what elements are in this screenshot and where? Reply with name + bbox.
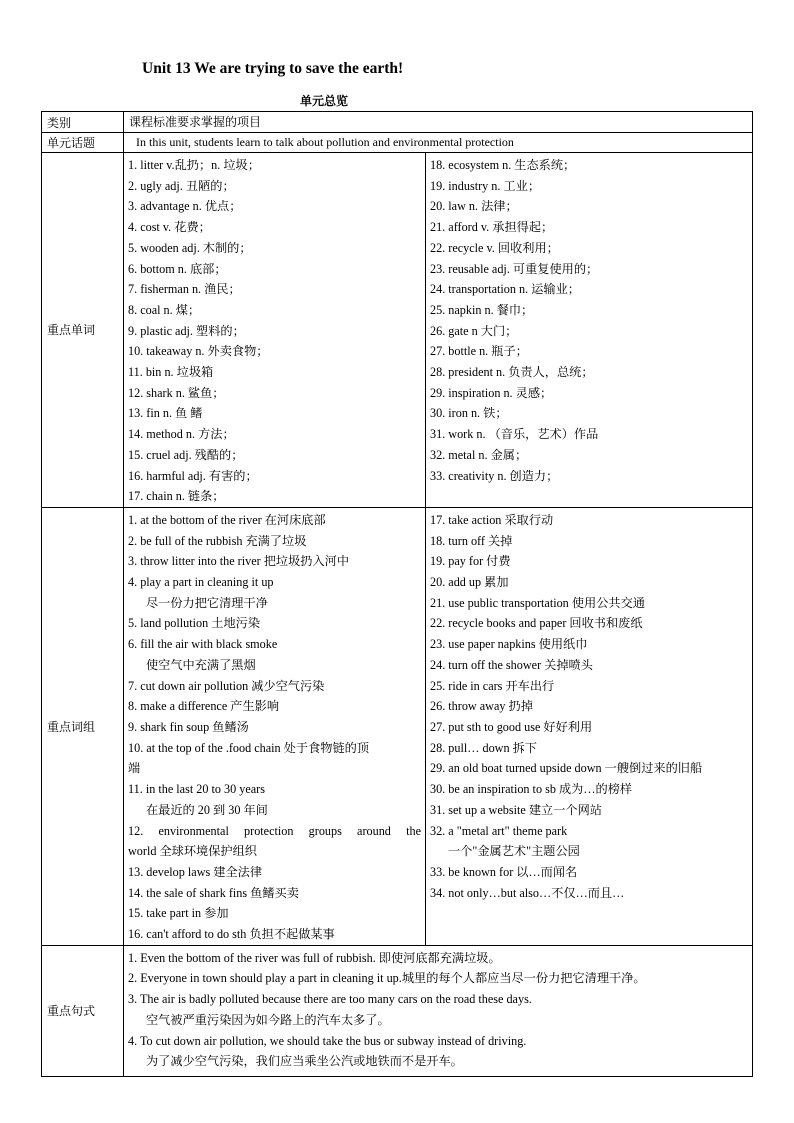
word-item: 13. fin n. 鱼 鳍 bbox=[128, 406, 203, 421]
phrase-item: 17. take action 采取行动 bbox=[430, 512, 554, 527]
word-item: 15. cruel adj. 残酷的； bbox=[128, 447, 244, 462]
phrases-right-cell bbox=[426, 507, 753, 945]
phrase-item: 16. can't afford to do sth 负担不起做某事 bbox=[128, 927, 335, 942]
topic-row bbox=[42, 133, 753, 153]
phrase-item: 14. the sale of shark fins 鱼鳍买卖 bbox=[128, 885, 299, 900]
word-item: 31. work n. （音乐，艺术）作品 bbox=[430, 427, 599, 442]
phrase-item: 25. ride in cars 开车出行 bbox=[430, 678, 555, 693]
phrase-item: 2. be full of the rubbish 充满了垃圾 bbox=[128, 533, 307, 548]
phrase-item: 24. turn off the shower 关掉喷头 bbox=[430, 657, 593, 672]
word-item: 6. bottom n. 底部； bbox=[128, 261, 227, 276]
phrase-item: 一个"金属艺术"主题公园 bbox=[448, 844, 580, 859]
sentence-line: 空气被严重污染因为如今路上的汽车太多了。 bbox=[146, 1012, 390, 1027]
word-item: 25. napkin n. 餐巾； bbox=[430, 302, 534, 317]
table-caption: 单元总览 bbox=[300, 94, 349, 108]
phrase-item: 尽一份力把它清理干净 bbox=[146, 595, 268, 610]
sentence-line: 4. To cut down air pollution, we should take the bus or subway instead of driving. bbox=[128, 1033, 527, 1048]
header-content-cell bbox=[124, 112, 753, 133]
phrase-item: 8. make a difference 产生影响 bbox=[128, 699, 280, 714]
phrases-category-label: 重点词组 bbox=[47, 719, 96, 734]
word-item: 22. recycle v. 回收利用； bbox=[430, 240, 559, 255]
page-title: Unit 13 We are trying to save the earth! bbox=[142, 60, 404, 77]
phrase-item: 20. add up 累加 bbox=[430, 575, 509, 590]
word-item: 32. metal n. 金属； bbox=[430, 447, 528, 462]
phrase-item: 1. at the bottom of the river 在河床底部 bbox=[128, 512, 326, 527]
phrase-item: 28. pull… down 拆下 bbox=[430, 740, 537, 755]
word-item: 4. cost v. 花费； bbox=[128, 220, 211, 235]
word-item: 26. gate n 大门； bbox=[430, 323, 518, 338]
phrase-item: 3. throw litter into the river 把垃圾扔入河中 bbox=[128, 554, 350, 569]
word-item: 24. transportation n. 运输业； bbox=[430, 282, 580, 297]
phrase-item: 30. be an inspiration to sb 成为…的榜样 bbox=[430, 782, 633, 797]
word-item: 10. takeaway n. 外卖食物； bbox=[128, 344, 269, 359]
phrase-item: 22. recycle books and paper 回收书和废纸 bbox=[430, 616, 643, 631]
topic-category-cell bbox=[42, 133, 124, 153]
phrase-item: 27. put sth to good use 好好利用 bbox=[430, 719, 593, 734]
word-item: 19. industry n. 工业； bbox=[430, 178, 541, 193]
phrase-item: 6. fill the air with black smoke bbox=[128, 637, 278, 652]
phrase-item: 26. throw away 扔掉 bbox=[430, 699, 533, 714]
phrase-item: world 全球环境保护组织 bbox=[128, 844, 257, 859]
header-content-label: 课程标准要求掌握的项目 bbox=[129, 115, 262, 129]
word-item: 30. iron n. 铁； bbox=[430, 406, 508, 421]
phrase-item: 23. use paper napkins 使用纸巾 bbox=[430, 637, 588, 652]
phrase-item: 10. at the top of the .food chain 处于食物链的顶 bbox=[128, 740, 370, 755]
word-item: 23. reusable adj. 可重复使用的； bbox=[430, 261, 599, 276]
phrase-item: 29. an old boat turned upside down 一艘倒过来的旧船 bbox=[430, 761, 703, 776]
sentences-category-cell bbox=[42, 945, 124, 1076]
topic-category-label: 单元话题 bbox=[47, 136, 96, 150]
words-left-cell bbox=[124, 153, 426, 508]
phrase-item: 在最近的 20 到 30 年间 bbox=[146, 802, 268, 817]
phrase-item: 32. a "metal art" theme park bbox=[430, 823, 568, 838]
word-item: 12. shark n. 鲨鱼； bbox=[128, 385, 225, 400]
word-item: 11. bin n. 垃圾箱 bbox=[128, 365, 214, 380]
words-row bbox=[42, 153, 753, 508]
word-item: 3. advantage n. 优点； bbox=[128, 199, 242, 214]
sentence-line: 2. Everyone in town should play a part in cleaning it up.城里的每个人都应当尽一份力把它清理干净。 bbox=[128, 971, 646, 986]
phrase-item: 15. take part in 参加 bbox=[128, 906, 229, 921]
word-item: 17. chain n. 链条； bbox=[128, 489, 225, 504]
word-item: 21. afford v. 承担得起； bbox=[430, 220, 554, 235]
phrase-item: 使空气中充满了黑烟 bbox=[146, 657, 256, 672]
sentence-line: 1. Even the bottom of the river was full of rubbish. 即使河底都充满垃圾。 bbox=[128, 950, 501, 965]
word-item: 9. plastic adj. 塑料的； bbox=[128, 323, 245, 338]
word-item: 14. method n. 方法； bbox=[128, 427, 235, 442]
word-item: 8. coal n. 煤； bbox=[128, 302, 201, 317]
word-item: 27. bottle n. 瓶子； bbox=[430, 344, 528, 359]
phrase-item: 12. environmental protection groups around the bbox=[128, 823, 421, 838]
sentence-line: 为了减少空气污染，我们应当乘坐公汽或地铁而不是开车。 bbox=[146, 1054, 463, 1069]
word-item: 5. wooden adj. 木制的； bbox=[128, 240, 252, 255]
phrases-row bbox=[42, 507, 753, 945]
header-category-label: 类别 bbox=[47, 115, 72, 130]
header-category-cell bbox=[42, 112, 124, 133]
topic-text: In this unit, students learn to talk about pollution and environmental protection bbox=[136, 135, 514, 149]
word-item: 20. law n. 法律； bbox=[430, 199, 518, 214]
phrase-item: 13. develop laws 建全法律 bbox=[128, 864, 263, 879]
word-item: 33. creativity n. 创造力； bbox=[430, 468, 559, 483]
phrase-item: 19. pay for 付费 bbox=[430, 554, 511, 569]
phrase-item: 31. set up a website 建立一个网站 bbox=[430, 802, 602, 817]
sentence-line: 3. The air is badly polluted because there are too many cars on the road these days. bbox=[128, 992, 532, 1007]
phrase-item: 7. cut down air pollution 减少空气污染 bbox=[128, 678, 325, 693]
word-item: 29. inspiration n. 灵感； bbox=[430, 385, 553, 400]
phrases-left-cell bbox=[124, 507, 426, 945]
word-item: 16. harmful adj. 有害的； bbox=[128, 468, 258, 483]
word-item: 2. ugly adj. 丑陋的； bbox=[128, 178, 235, 193]
phrases-category-cell bbox=[42, 507, 124, 945]
phrase-item: 18. turn off 关掉 bbox=[430, 533, 513, 548]
phrase-item: 33. be known for 以…而闻名 bbox=[430, 864, 578, 879]
word-item: 1. litter v.乱扔；n. 垃圾； bbox=[128, 158, 260, 172]
sentences-category-label: 重点句式 bbox=[47, 1004, 96, 1019]
words-right-cell bbox=[426, 153, 753, 508]
word-item: 7. fisherman n. 渔民； bbox=[128, 282, 241, 297]
phrase-item: 34. not only…but also…不仅…而且… bbox=[430, 885, 625, 900]
sentences-row bbox=[42, 945, 753, 1076]
phrase-item: 21. use public transportation 使用公共交通 bbox=[430, 595, 645, 610]
word-item: 18. ecosystem n. 生态系统； bbox=[430, 158, 576, 172]
sentences-content-cell bbox=[124, 945, 753, 1076]
word-item: 28. president n. 负责人，总统； bbox=[430, 365, 594, 380]
topic-content-cell bbox=[124, 133, 753, 153]
phrase-item: 端 bbox=[128, 761, 141, 776]
phrase-item: 5. land pollution 土地污染 bbox=[128, 616, 261, 631]
unit-overview-table bbox=[41, 111, 753, 1077]
phrase-item: 11. in the last 20 to 30 years bbox=[128, 782, 265, 797]
phrase-item: 9. shark fin soup 鱼鳍汤 bbox=[128, 719, 249, 734]
words-category-label: 重点单词 bbox=[47, 323, 96, 338]
header-row bbox=[42, 112, 753, 133]
phrase-item: 4. play a part in cleaning it up bbox=[128, 575, 274, 590]
words-category-cell bbox=[42, 153, 124, 508]
